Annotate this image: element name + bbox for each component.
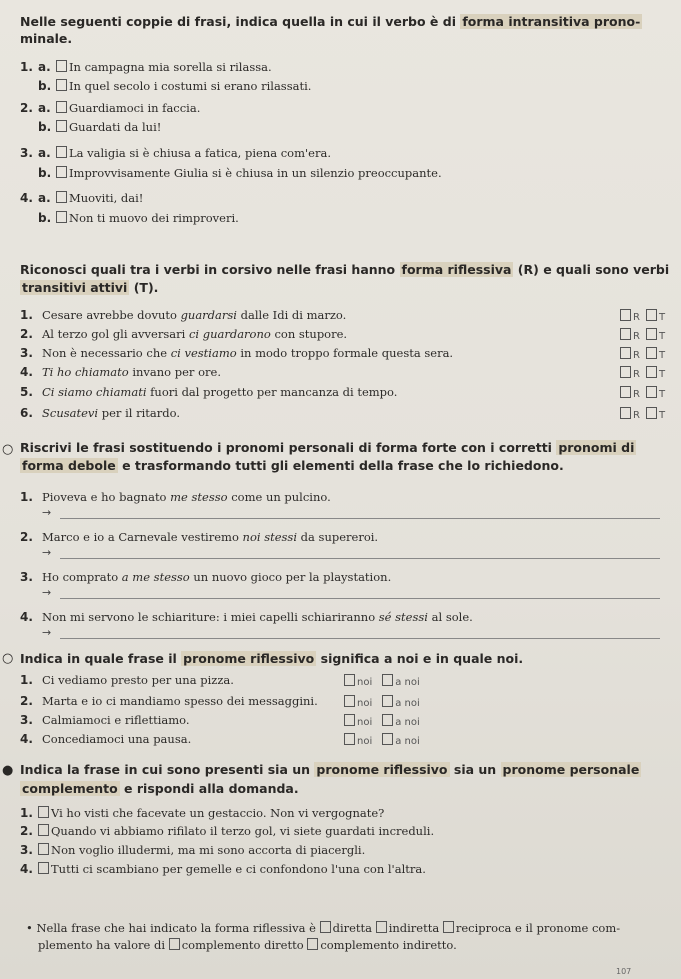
item-text: Concediamoci una pausa. [42, 732, 192, 746]
ex5-item [20, 806, 384, 820]
noi-checkbox[interactable] [344, 714, 355, 726]
ex5-item [20, 843, 365, 857]
ex2-item [20, 346, 453, 360]
italic-verb: Scusatevi [42, 406, 99, 420]
item-number: 2. [20, 101, 33, 115]
item-text: come un pulcino. [227, 490, 331, 504]
item-text: Cesare avrebbe dovuto [42, 308, 181, 322]
ex1-item [20, 146, 331, 160]
ex4-item [20, 673, 234, 687]
noi-label: noi [357, 717, 373, 728]
ex2-item [20, 406, 180, 420]
option-reciproca-checkbox[interactable] [443, 921, 454, 933]
italic-verb: ci vestiamo [170, 346, 237, 360]
option-complemento-diretto-checkbox[interactable] [169, 938, 180, 950]
italic-pronoun: a me stesso [121, 570, 190, 584]
option-diretta-checkbox[interactable] [320, 921, 331, 933]
item-number: 4. [20, 191, 33, 205]
noi-checkbox[interactable] [344, 733, 355, 745]
ex5-item [20, 824, 434, 838]
item-number: 3. [20, 146, 33, 160]
answer-checkbox[interactable] [56, 79, 67, 91]
r-checkbox[interactable] [620, 309, 631, 321]
item-number: 1. [20, 673, 33, 687]
item-text: Calmiamoci e riflettiamo. [42, 713, 190, 727]
ex5-instruction: Indica la frase in cui sono presenti sia un pronome riflessivo sia un pronome personale [20, 762, 640, 777]
answer-checkbox[interactable] [56, 101, 67, 113]
noi-options [344, 695, 420, 709]
a-noi-label: a noi [395, 677, 420, 688]
ex3-item [20, 610, 473, 624]
rt-options [620, 347, 665, 361]
ex2-item [20, 365, 221, 379]
item-text: Pioveva e ho bagnato [42, 490, 171, 504]
item-letter: a. [38, 146, 51, 160]
item-text: In campagna mia sorella si rilassa. [69, 60, 272, 74]
ex4-item [20, 694, 318, 708]
ex1-instruction: Nelle seguenti coppie di frasi, indica quella in cui il verbo è di forma intransitiva prono- [20, 14, 641, 29]
answer-arrow: → [42, 546, 52, 559]
item-number: 4. [20, 365, 33, 379]
item-number: 1. [20, 60, 33, 74]
item-number: 4. [20, 862, 33, 876]
item-number: 5. [20, 385, 33, 399]
item-number: 4. [20, 732, 33, 746]
item-number: 1. [20, 490, 33, 504]
answer-checkbox[interactable] [56, 166, 67, 178]
ex1-item [20, 101, 200, 115]
a-noi-checkbox[interactable] [382, 714, 393, 726]
ex1-item [20, 79, 311, 93]
ex1-item [20, 211, 239, 225]
ex1-item [20, 60, 272, 74]
rt-options [620, 309, 665, 323]
ex2-item [20, 327, 347, 341]
item-text: in modo troppo formale questa sera. [236, 346, 454, 360]
item-text: invano per ore. [128, 365, 221, 379]
rt-options [620, 386, 665, 400]
italic-pronoun: sé stessi [378, 610, 428, 624]
a-noi-label: a noi [395, 698, 420, 709]
r-label: R [633, 389, 640, 400]
item-text: da supereroi. [297, 530, 379, 544]
item-number: 3. [20, 713, 33, 727]
r-label: R [633, 350, 640, 361]
item-text: In quel secolo i costumi si erano rilassati. [69, 79, 312, 93]
page-number: 107 [616, 967, 632, 976]
a-noi-checkbox[interactable] [382, 695, 393, 707]
t-checkbox[interactable] [646, 366, 657, 378]
r-checkbox[interactable] [620, 386, 631, 398]
item-text: al sole. [427, 610, 473, 624]
item-text: Non è necessario che [42, 346, 171, 360]
answer-line[interactable] [60, 518, 660, 519]
item-text: Non mi servono le schiariture: i miei capelli schiariranno [42, 610, 379, 624]
item-number: 1. [20, 308, 33, 322]
item-letter: a. [38, 101, 51, 115]
ex3-item [20, 490, 331, 504]
ex4-item [20, 713, 190, 727]
noi-checkbox[interactable] [344, 674, 355, 686]
item-number: 6. [20, 406, 33, 420]
item-text: Guardati da lui! [69, 120, 162, 134]
t-checkbox[interactable] [646, 407, 657, 419]
r-label: R [633, 312, 640, 323]
item-number: 4. [20, 610, 33, 624]
t-label: T [658, 350, 666, 361]
answer-checkbox[interactable] [56, 211, 67, 223]
item-text: La valigia si è chiusa a fatica, piena com'era. [69, 146, 331, 160]
item-text: Muoviti, dai! [69, 191, 144, 205]
t-checkbox[interactable] [646, 347, 657, 359]
item-letter: b. [38, 120, 52, 134]
item-text: fuori dal progetto per mancanza di tempo. [146, 385, 398, 399]
item-text: Quando vi abbiamo rifilato il terzo gol, vi siete guardati increduli. [51, 824, 435, 838]
item-text: Improvvisamente Giulia si è chiusa in un silenzio preoccupante. [69, 166, 442, 180]
noi-options [344, 714, 420, 728]
t-checkbox[interactable] [646, 328, 657, 340]
answer-checkbox[interactable] [38, 843, 49, 855]
rt-options [620, 407, 665, 421]
italic-verb: guardarsi [180, 308, 237, 322]
r-label: R [633, 331, 640, 342]
item-number: 2. [20, 824, 33, 838]
answer-checkbox[interactable] [56, 146, 67, 158]
item-text: Marta e io ci mandiamo spesso dei messaggini. [42, 694, 318, 708]
ex1-item [20, 120, 161, 134]
answer-arrow: → [42, 506, 52, 519]
ex5-question: • Nella frase che hai indicato la forma riflessiva è diretta indiretta reciproca e il pronome com- [26, 921, 621, 935]
a-noi-checkbox[interactable] [382, 674, 393, 686]
ex4-instruction: Indica in quale frase il pronome riflessivo significa a noi e in quale noi. [20, 651, 524, 666]
noi-options [344, 674, 420, 688]
item-letter: b. [38, 211, 52, 225]
italic-pronoun: me stesso [170, 490, 228, 504]
a-noi-label: a noi [395, 717, 420, 728]
italic-pronoun: noi stessi [242, 530, 298, 544]
item-number: 3. [20, 570, 33, 584]
ex2-instruction: Riconosci quali tra i verbi in corsivo nelle frasi hanno forma riflessiva (R) e quali sono verbi [20, 262, 670, 277]
r-checkbox[interactable] [620, 328, 631, 340]
t-label: T [658, 369, 666, 380]
ex4-item [20, 732, 191, 746]
rt-options [620, 328, 665, 342]
ex2-instruction-cont: transitivi attivi (T). [22, 280, 159, 295]
italic-verb: Ti ho chiamato [42, 365, 129, 379]
answer-line[interactable] [60, 598, 660, 599]
answer-checkbox[interactable] [56, 120, 67, 132]
ex2-item [20, 385, 397, 399]
item-letter: a. [38, 191, 51, 205]
item-number: 2. [20, 694, 33, 708]
r-label: R [633, 369, 640, 380]
ex3-item [20, 530, 378, 544]
item-number: 3. [20, 843, 33, 857]
answer-line[interactable] [60, 558, 660, 559]
ex1-instruction-cont: minale. [20, 31, 73, 46]
ex3-marker: ○ [2, 442, 14, 457]
noi-checkbox[interactable] [344, 695, 355, 707]
item-text: un nuovo gioco per la playstation. [189, 570, 392, 584]
item-text: Marco e io a Carnevale vestiremo [42, 530, 243, 544]
noi-options [344, 733, 420, 747]
item-letter: b. [38, 166, 52, 180]
t-checkbox[interactable] [646, 309, 657, 321]
item-number: 2. [20, 327, 33, 341]
item-number: 1. [20, 806, 33, 820]
answer-checkbox[interactable] [56, 60, 67, 72]
ex2-item [20, 308, 346, 322]
answer-checkbox[interactable] [38, 824, 49, 836]
item-letter: b. [38, 79, 52, 93]
ex3-item [20, 570, 391, 584]
italic-verb: Ci siamo chiamati [42, 385, 147, 399]
item-text: con stupore. [270, 327, 348, 341]
t-label: T [658, 312, 666, 323]
answer-checkbox[interactable] [56, 191, 67, 203]
ex3-instruction-cont: forma debole e trasformando tutti gli elementi della frase che lo richiedono. [22, 458, 564, 473]
ex5-question-cont: plemento ha valore di complemento diretto complemento indiretto. [38, 938, 457, 952]
a-noi-checkbox[interactable] [382, 733, 393, 745]
ex5-instruction-cont: complemento e rispondi alla domanda. [22, 781, 299, 796]
ex5-item [20, 862, 426, 876]
item-text: dalle Idi di marzo. [236, 308, 347, 322]
option-complemento-indiretto-checkbox[interactable] [307, 938, 318, 950]
rt-options [620, 366, 665, 380]
item-text: Non ti muovo dei rimproveri. [69, 211, 239, 225]
item-text: Vi ho visti che facevate un gestaccio. Non vi vergognate? [51, 806, 385, 820]
answer-arrow: → [42, 586, 52, 599]
r-checkbox[interactable] [620, 366, 631, 378]
item-text: Ci vediamo presto per una pizza. [42, 673, 234, 687]
noi-label: noi [357, 736, 373, 747]
t-label: T [658, 331, 666, 342]
answer-checkbox[interactable] [38, 862, 49, 874]
ex5-marker: ● [2, 763, 14, 778]
ex1-item [20, 166, 442, 180]
r-checkbox[interactable] [620, 407, 631, 419]
item-text: Tutti ci scambiano per gemelle e ci confondono l'una con l'altra. [51, 862, 426, 876]
item-letter: a. [38, 60, 51, 74]
ex3-instruction: Riscrivi le frasi sostituendo i pronomi personali di forma forte con i corretti pronomi di [20, 440, 635, 455]
answer-line[interactable] [60, 638, 660, 639]
item-text: per il ritardo. [98, 406, 180, 420]
t-checkbox[interactable] [646, 386, 657, 398]
item-number: 3. [20, 346, 33, 360]
a-noi-label: a noi [395, 736, 420, 747]
item-text: Ho comprato [42, 570, 122, 584]
t-label: T [658, 410, 666, 421]
noi-label: noi [357, 677, 373, 688]
item-number: 2. [20, 530, 33, 544]
noi-label: noi [357, 698, 373, 709]
r-label: R [633, 410, 640, 421]
item-text: Al terzo gol gli avversari [42, 327, 189, 341]
option-indiretta-checkbox[interactable] [376, 921, 387, 933]
italic-verb: ci guardarono [188, 327, 271, 341]
t-label: T [658, 389, 666, 400]
answer-checkbox[interactable] [38, 806, 49, 818]
item-text: Guardiamoci in faccia. [69, 101, 201, 115]
r-checkbox[interactable] [620, 347, 631, 359]
ex1-item [20, 191, 143, 205]
item-text: Non voglio illudermi, ma mi sono accorta di piacergli. [51, 843, 366, 857]
answer-arrow: → [42, 626, 52, 639]
ex4-marker: ○ [2, 651, 14, 666]
